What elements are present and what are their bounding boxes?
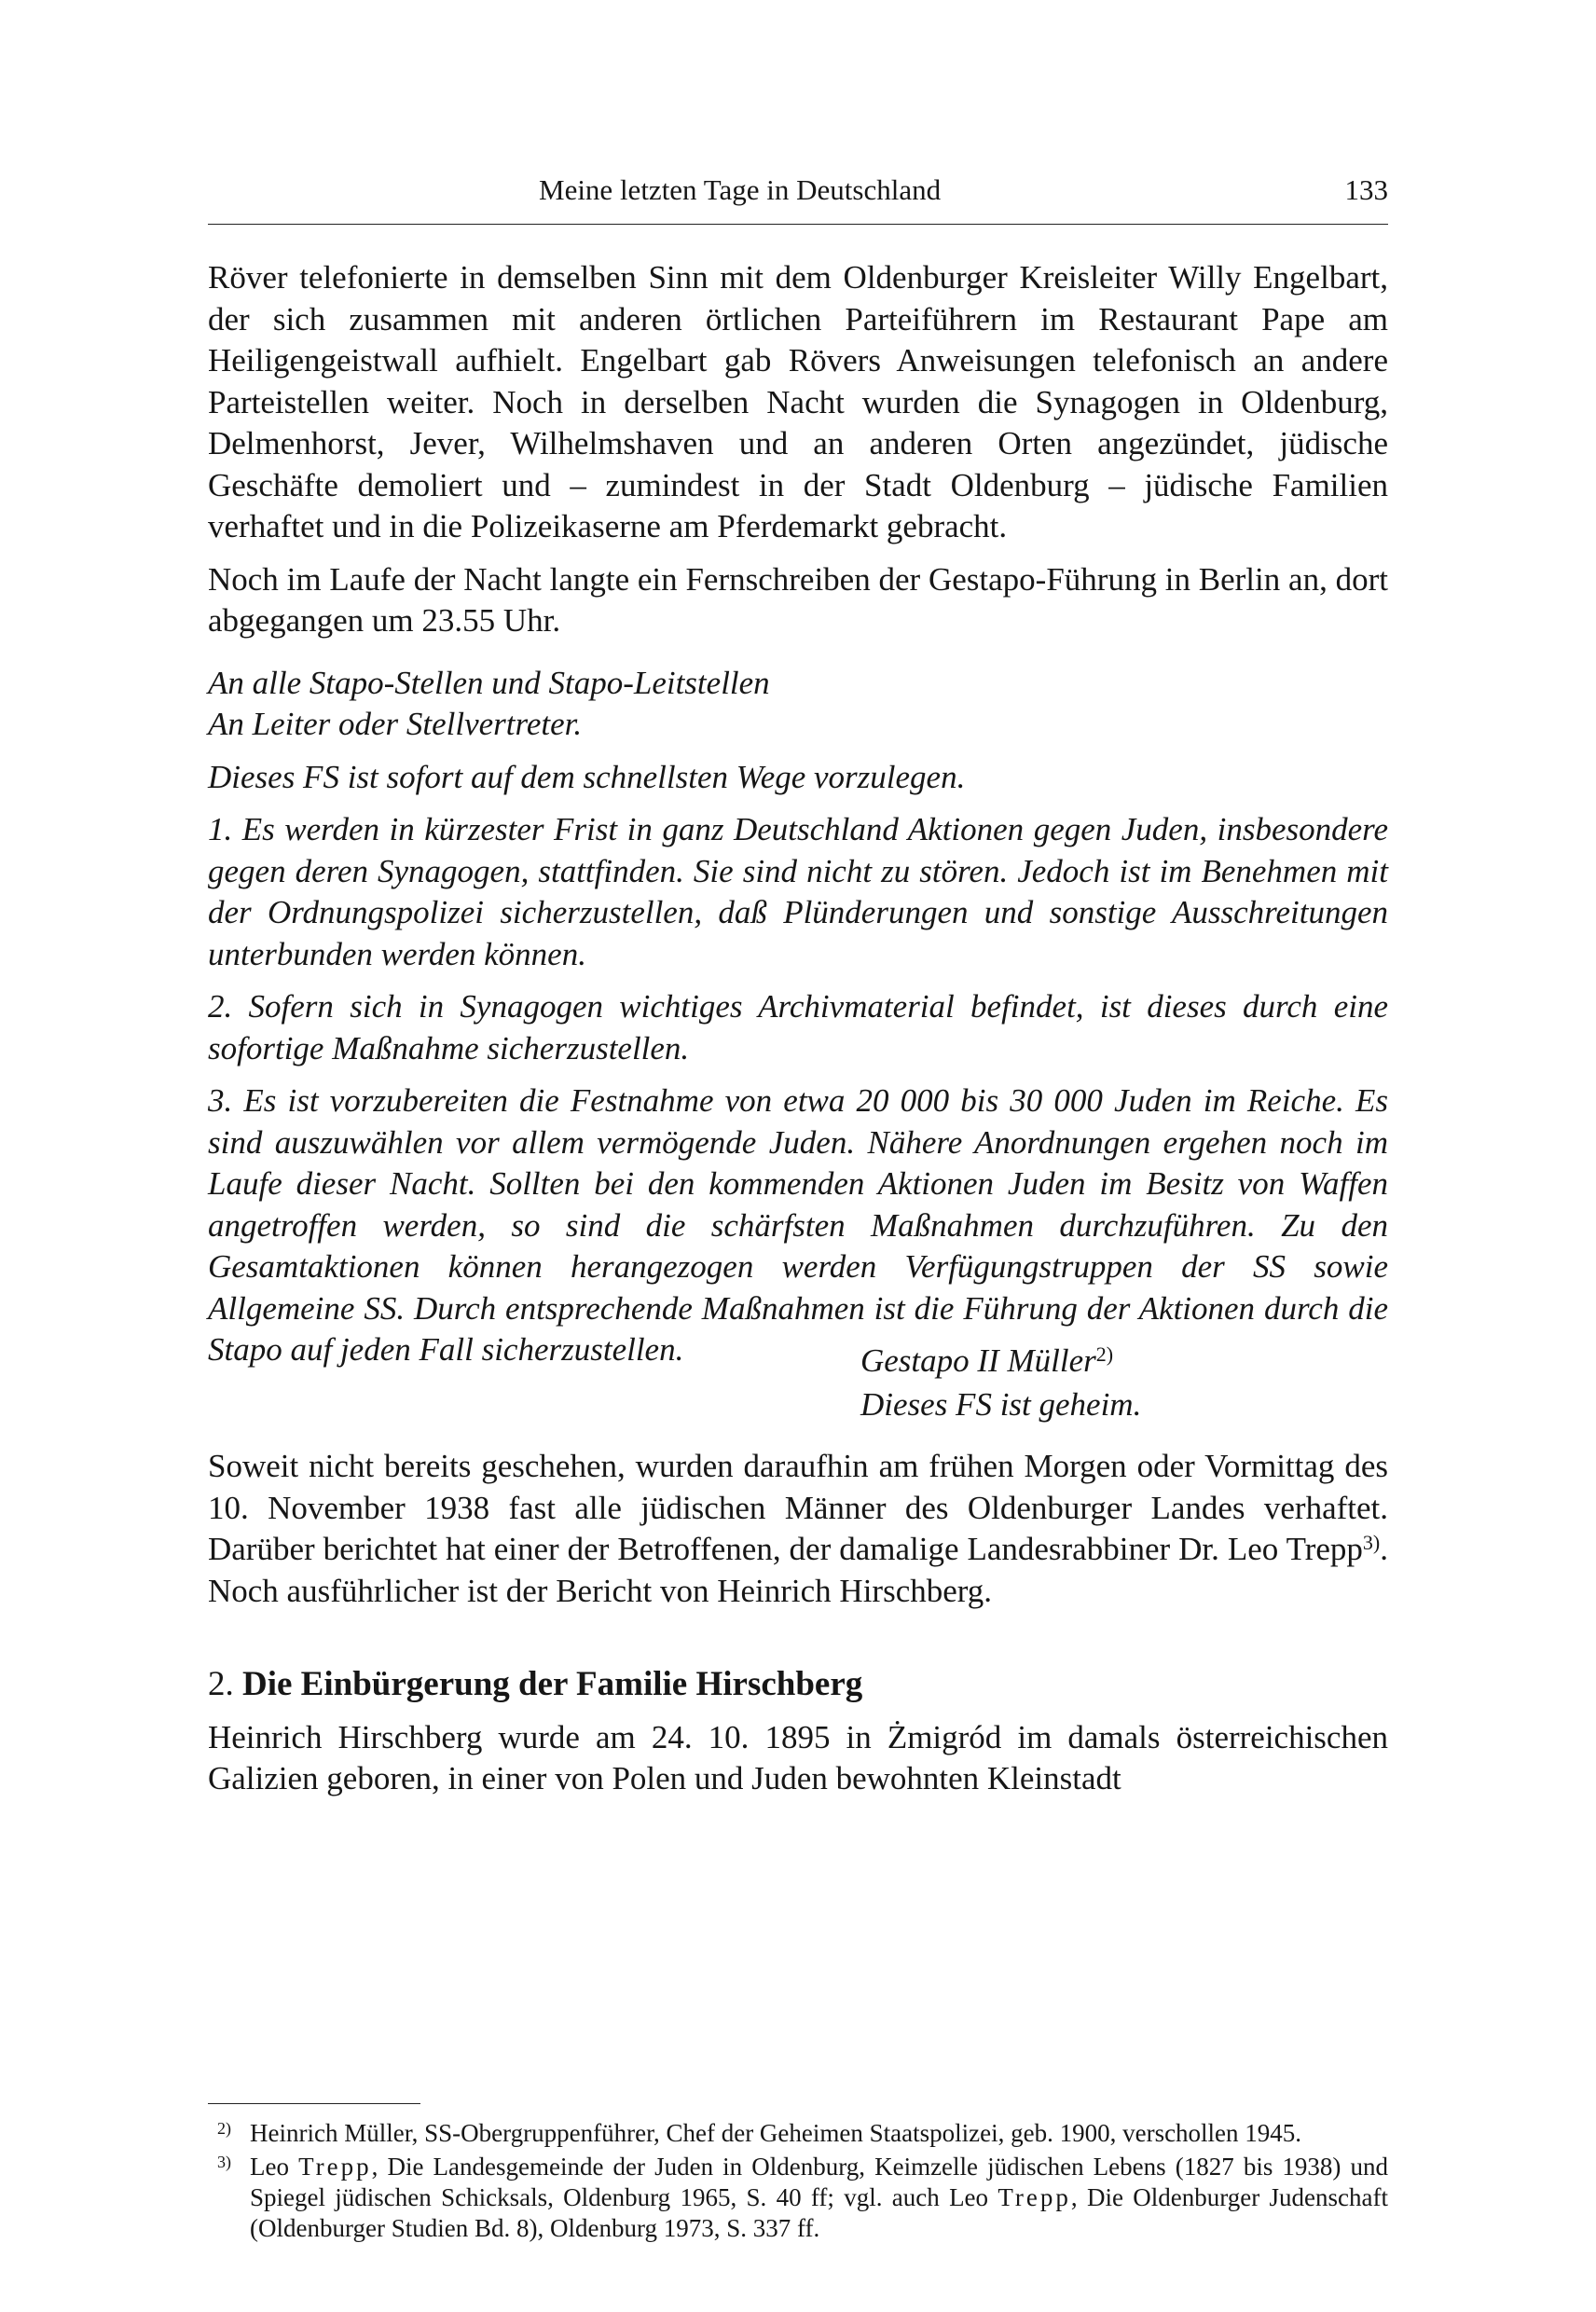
body-text (208, 257, 1388, 1800)
telegram-instruction: Dieses FS ist sofort auf dem schnellsten Wege vorzulegen. (208, 758, 966, 795)
section-heading (208, 1664, 1388, 1706)
telegram-address-1: An alle Stapo-Stellen und Stapo-Leitstellen (208, 664, 770, 701)
footnote-3 (208, 2152, 1388, 2244)
footnote-text-mid: , Die Landesgemeinde der Juden in Oldenburg, Keimzelle jüdischen Lebens (1827 bis 1938) und Spiegel jüdischen Schicksals, Oldenburg 1965, S. 40 ff; vgl. auch Leo (250, 2153, 1388, 2211)
footnote-text: Heinrich Müller, SS-Obergruppenführer, Chef der Geheimen Staatspolizei, geb. 1900, verschollen 1945. (250, 2119, 1302, 2147)
telegram-secret-note: Dieses FS ist geheim. (860, 1385, 1142, 1423)
footnote-text: Leo (250, 2153, 299, 2181)
footnote-mark: 2) (217, 2119, 231, 2138)
paragraph-3-text-b: . Noch ausführlicher ist der Bericht von Heinrich Hirschberg. (208, 1531, 1388, 1609)
telegram-signature (860, 1341, 1113, 1383)
paragraph-3 (208, 1446, 1388, 1612)
telegram-signature-line (208, 1329, 1388, 1379)
footnote-author: Trepp (298, 2153, 372, 2181)
footnote-rule (208, 2103, 420, 2104)
signature-text: Gestapo II Müller (860, 1342, 1096, 1379)
telegram-item-3-block (208, 1080, 1388, 1379)
paragraph-4: Heinrich Hirschberg wurde am 24. 10. 1895 in Żmigród im damals österreichischen Galizien geboren, in einer von Polen und Juden bewohnten Kleinstadt (208, 1718, 1388, 1796)
footnote-ref-3: 3) (1362, 1531, 1381, 1554)
paragraph-1: Röver telefonierte in demselben Sinn mit dem Oldenburger Kreisleiter Willy Engelbart, der sich zusammen mit anderen örtlichen Parteiführern im Restaurant Pape am Heiligengeistwall aufhielt. Engelbart gab Rövers Anweisungen telefonisch an andere Parteistellen weiter. Noch in derselben Nacht wurden die Synagogen in Oldenburg, Delmenhorst, Jever, Wilhelmshaven und an anderen Orten angezündet, jüdische Geschäfte demoliert und – zumindest in der Stadt Oldenburg – jüdische Familien verhaftet und in die Polizeikaserne am Pferdemarkt gebracht. (208, 259, 1388, 544)
footnote-text-end: , Die Oldenburger Judenschaft (Oldenburger Studien Bd. 8), Oldenburg 1973, S. 337 ff. (250, 2183, 1388, 2242)
page-number: 133 (1344, 173, 1388, 206)
footnote-mark: 3) (217, 2153, 231, 2171)
paragraph-3-text-a: Soweit nicht bereits geschehen, wurden daraufhin am frühen Morgen oder Vormittag des 10. November 1938 fast alle jüdischen Männer des Oldenburger Landes verhaftet. Darüber berichtet hat einer der Betroffenen, der damalige Landesrabbiner Dr. Leo Trepp (208, 1448, 1388, 1567)
page-header (208, 173, 1388, 220)
footnote-2 (208, 2118, 1388, 2149)
footnote-ref-2: 2) (1095, 1342, 1114, 1366)
telegram-item-3: 3. Es ist vorzubereiten die Festnahme von etwa 20 000 bis 30 000 Juden im Reiche. Es sind auszuwählen vor allem vermögende Juden. Nähere Anordnungen ergehen noch im Laufe dieser Nacht. Sollten bei den kommenden Aktionen Juden im Besitz von Waffen angetroffen werden, so sind die schärfsten Maßnahmen durchzuführen. Zu den Gesamtaktionen können herangezogen werden Verfügungstruppen der SS sowie Allgemeine SS. Durch entsprechende Maßnahmen ist die Führung der Aktionen durch die Stapo auf jeden Fall sicherzustellen. (208, 1082, 1388, 1368)
telegram-item-1: 1. Es werden in kürzester Frist in ganz Deutschland Aktionen gegen Juden, insbesondere gegen deren Synagogen, stattfinden. Sie sind nicht zu stören. Jedoch ist im Benehmen mit der Ordnungspolizei sicherzustellen, daß Plünderungen und sonstige Ausschreitungen unterbunden werden können. (208, 811, 1388, 972)
footnote-author-2: Trepp (998, 2183, 1071, 2211)
section-title: Die Einbürgerung der Familie Hirschberg (242, 1665, 863, 1703)
paragraph-2: Noch im Laufe der Nacht langte ein Fernschreiben der Gestapo-Führung in Berlin an, dort abgegangen um 23.55 Uhr. (208, 560, 1388, 639)
section-number: 2. (208, 1665, 234, 1703)
header-rule (208, 224, 1388, 225)
telegram-item-2: 2. Sofern sich in Synagogen wichtiges Archivmaterial befindet, ist dieses durch eine sofortige Maßnahme sicherzustellen. (208, 988, 1388, 1067)
telegram-address-2: An Leiter oder Stellvertreter. (208, 706, 583, 742)
footnotes (208, 2118, 1388, 2247)
running-title: Meine letzten Tage in Deutschland (539, 173, 942, 206)
